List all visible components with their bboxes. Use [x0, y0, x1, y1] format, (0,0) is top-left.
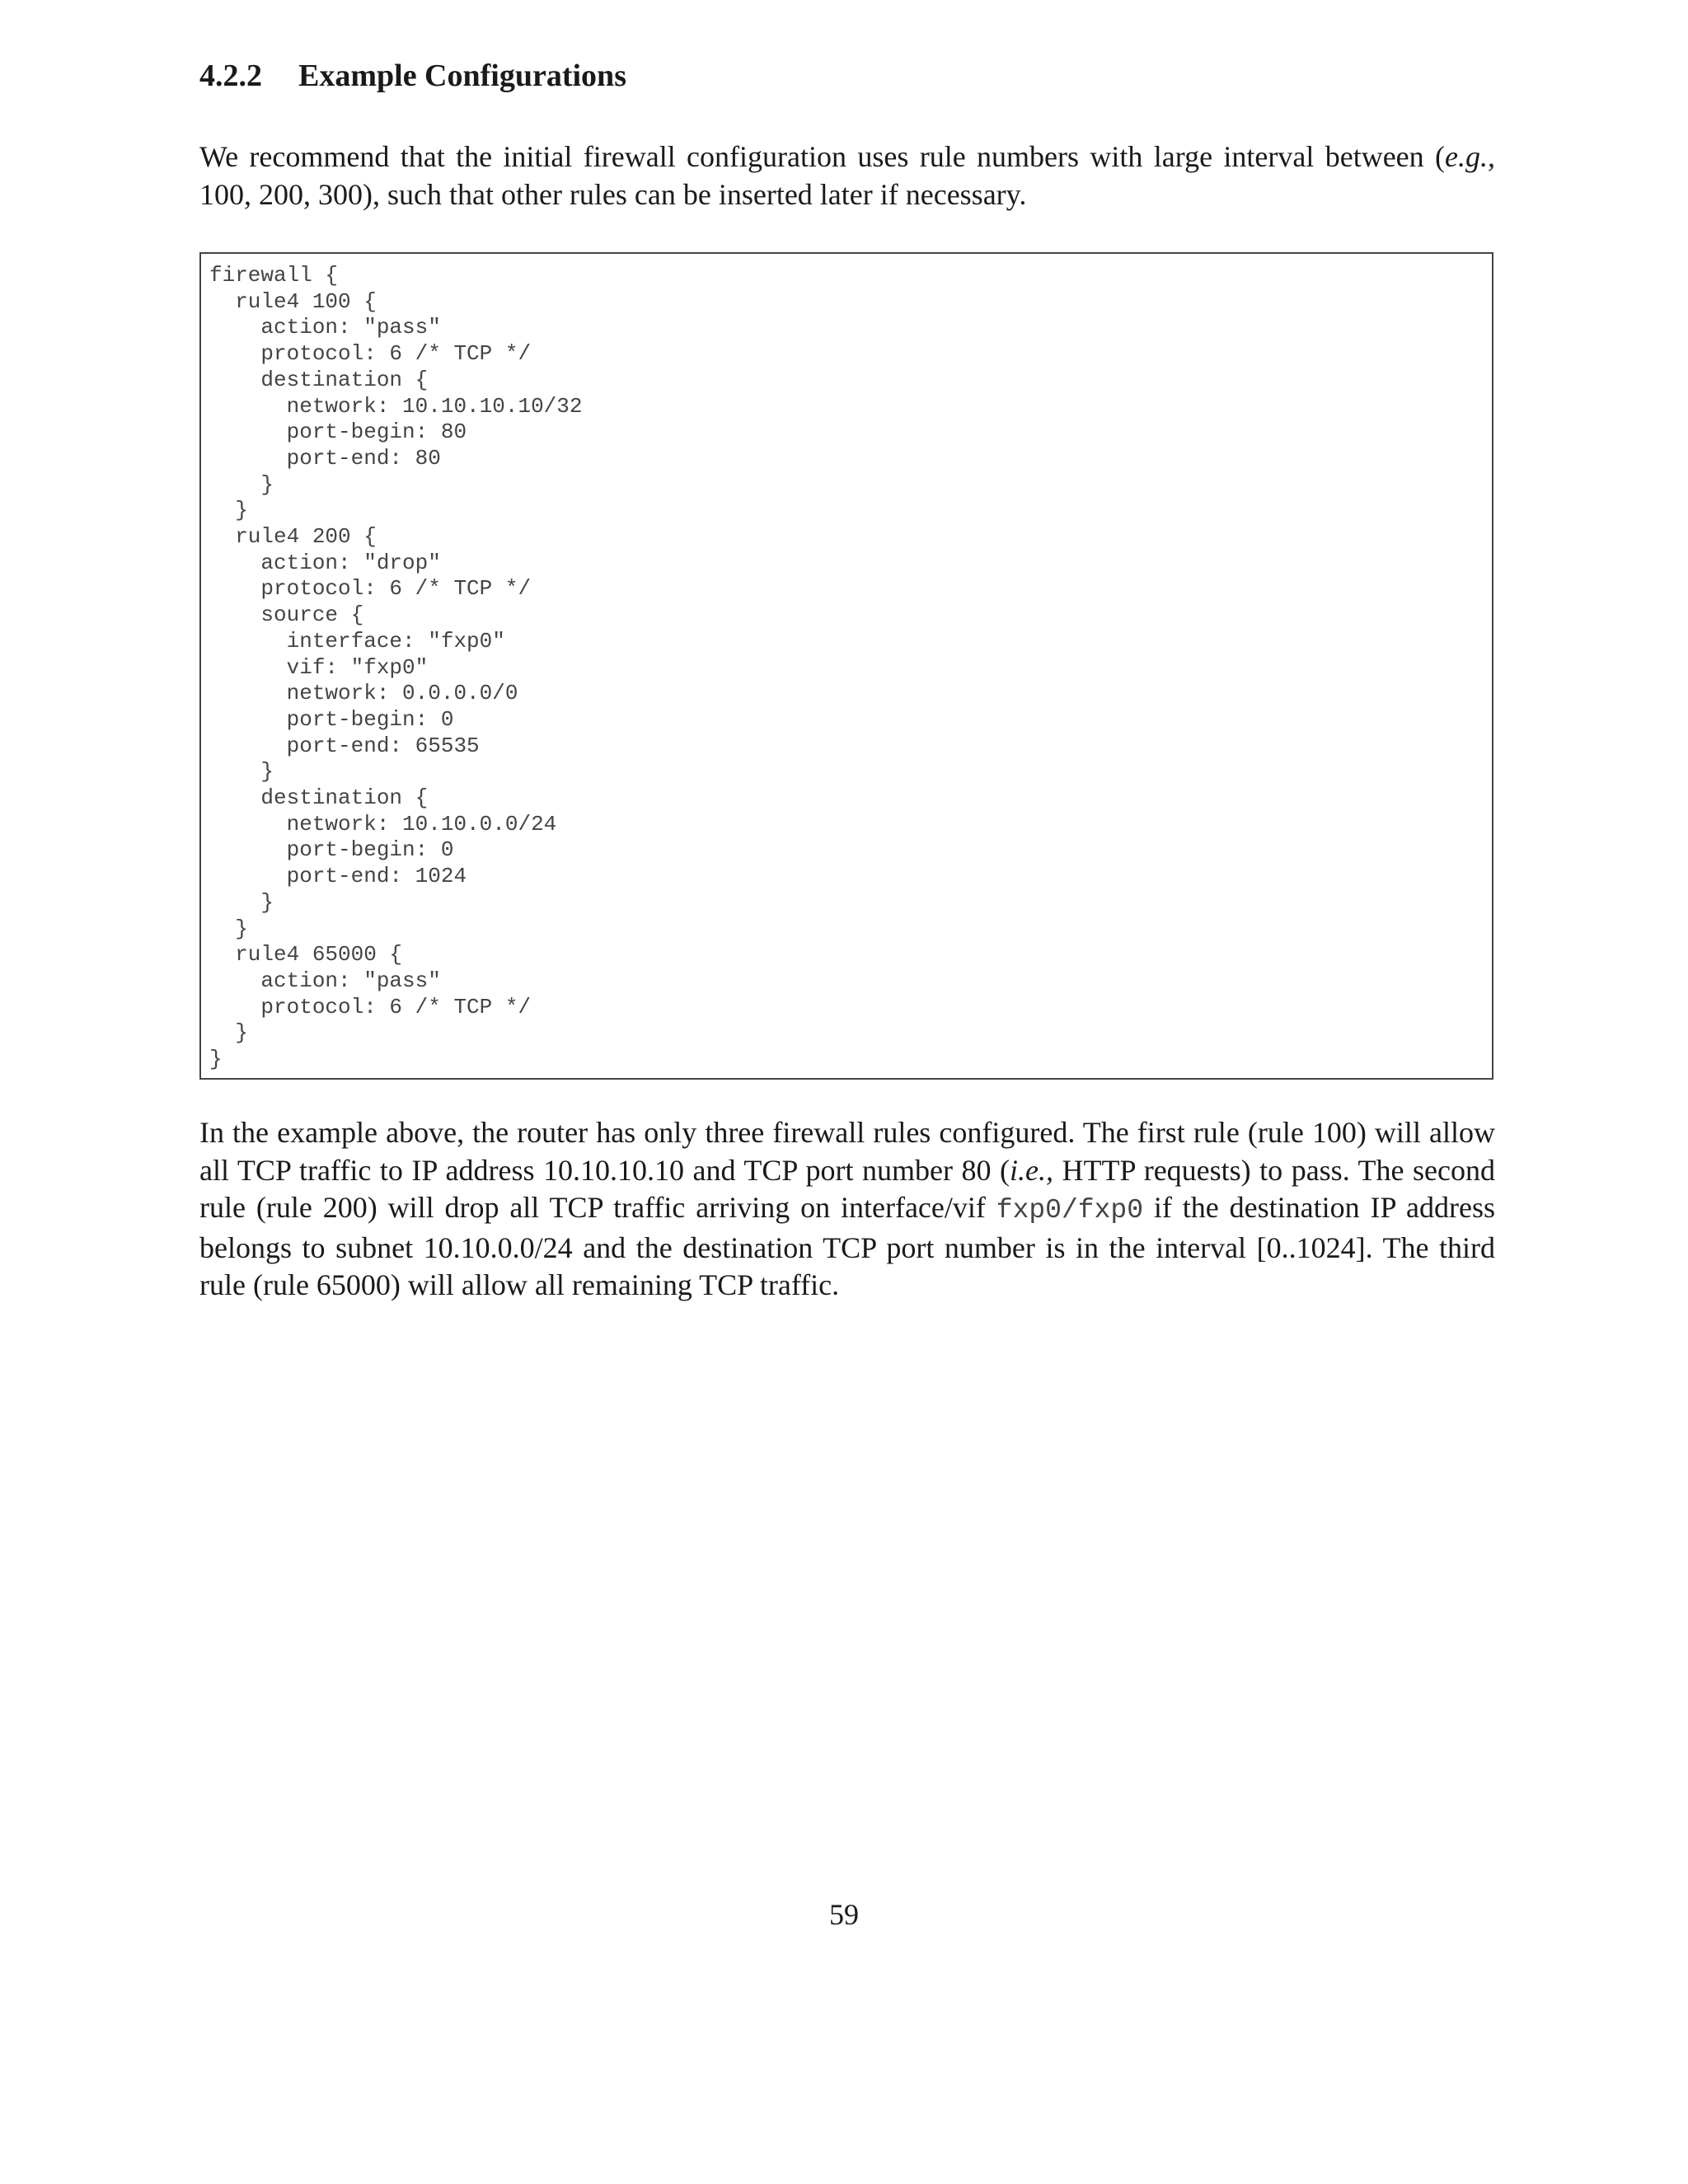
code-line: network: 10.10.0.0/24: [209, 811, 557, 837]
code-line: source {: [209, 602, 364, 628]
code-line: destination {: [209, 785, 429, 810]
explanation-text-3a: rule (rule 200) will drop all TCP traffic arriving on interface/vif: [199, 1191, 996, 1224]
section-heading: [199, 58, 626, 94]
code-line: port-begin: 0: [209, 706, 454, 732]
code-line: }: [209, 889, 274, 915]
explanation-line-1: In the example above, the router has only three firewall rules configured. The first rule (rule 100) will allow: [199, 1116, 1495, 1149]
code-line: firewall {: [209, 263, 339, 288]
code-line: protocol: 6 /* TCP */: [209, 341, 532, 367]
code-line: port-begin: 80: [209, 419, 467, 445]
intro-text-1: We recommend that the initial firewall configuration uses rule numbers with large interval between (: [199, 140, 1446, 173]
ie-abbreviation: i.e.,: [1010, 1153, 1054, 1187]
code-line: port-end: 1024: [209, 864, 467, 889]
explanation-line-4: belongs to subnet 10.10.0.0/24 and the destination TCP port number is in the interval [0..1024]. The third: [199, 1230, 1495, 1264]
section-number: 4.2.2: [199, 59, 262, 93]
intro-line-1: [199, 138, 1495, 176]
code-listing: [199, 252, 1493, 1080]
code-line: }: [209, 1020, 248, 1046]
code-line: action: "drop": [209, 550, 441, 575]
code-line: }: [209, 1047, 223, 1071]
intro-line-2: 100, 200, 300), such that other rules can be inserted later if necessary.: [199, 177, 1027, 211]
explanation-text-3b: if the destination IP address: [1143, 1191, 1495, 1224]
intro-paragraph: [199, 138, 1495, 213]
code-line: destination {: [209, 367, 429, 392]
code-line: }: [209, 471, 274, 497]
code-line: network: 10.10.10.10/32: [209, 393, 583, 419]
code-line: network: 0.0.0.0/0: [209, 681, 518, 706]
explanation-paragraph: [199, 1114, 1495, 1305]
code-line: port-end: 80: [209, 445, 441, 471]
explanation-text-2b: HTTP requests) to pass. The second: [1053, 1153, 1496, 1187]
eg-abbreviation: e.g.,: [1445, 140, 1495, 173]
inline-code-interface: fxp0/fxp0: [996, 1195, 1143, 1226]
section-title: Example Configurations: [298, 59, 626, 93]
explanation-line-5: rule (rule 65000) will allow all remaining TCP traffic.: [199, 1268, 840, 1301]
code-line: protocol: 6 /* TCP */: [209, 576, 532, 602]
code-line: }: [209, 916, 248, 941]
code-line: action: "pass": [209, 968, 441, 993]
explanation-text-2a: all TCP traffic to IP address 10.10.10.10 and TCP port number 80 (: [199, 1153, 1010, 1187]
page-number: 59: [829, 1898, 859, 1931]
explanation-line-3: [199, 1189, 1495, 1230]
code-line: vif: "fxp0": [209, 654, 429, 680]
code-line: }: [209, 759, 274, 785]
explanation-line-2: [199, 1152, 1495, 1190]
code-line: port-begin: 0: [209, 837, 454, 863]
code-line: rule4 65000 {: [209, 942, 403, 968]
code-line: }: [209, 498, 248, 523]
code-line: rule4 200 {: [209, 524, 377, 549]
code-line: port-end: 65535: [209, 733, 480, 758]
code-line: action: "pass": [209, 315, 441, 340]
code-line: rule4 100 {: [209, 288, 377, 314]
code-line: interface: "fxp0": [209, 628, 505, 654]
code-line: protocol: 6 /* TCP */: [209, 994, 532, 1019]
